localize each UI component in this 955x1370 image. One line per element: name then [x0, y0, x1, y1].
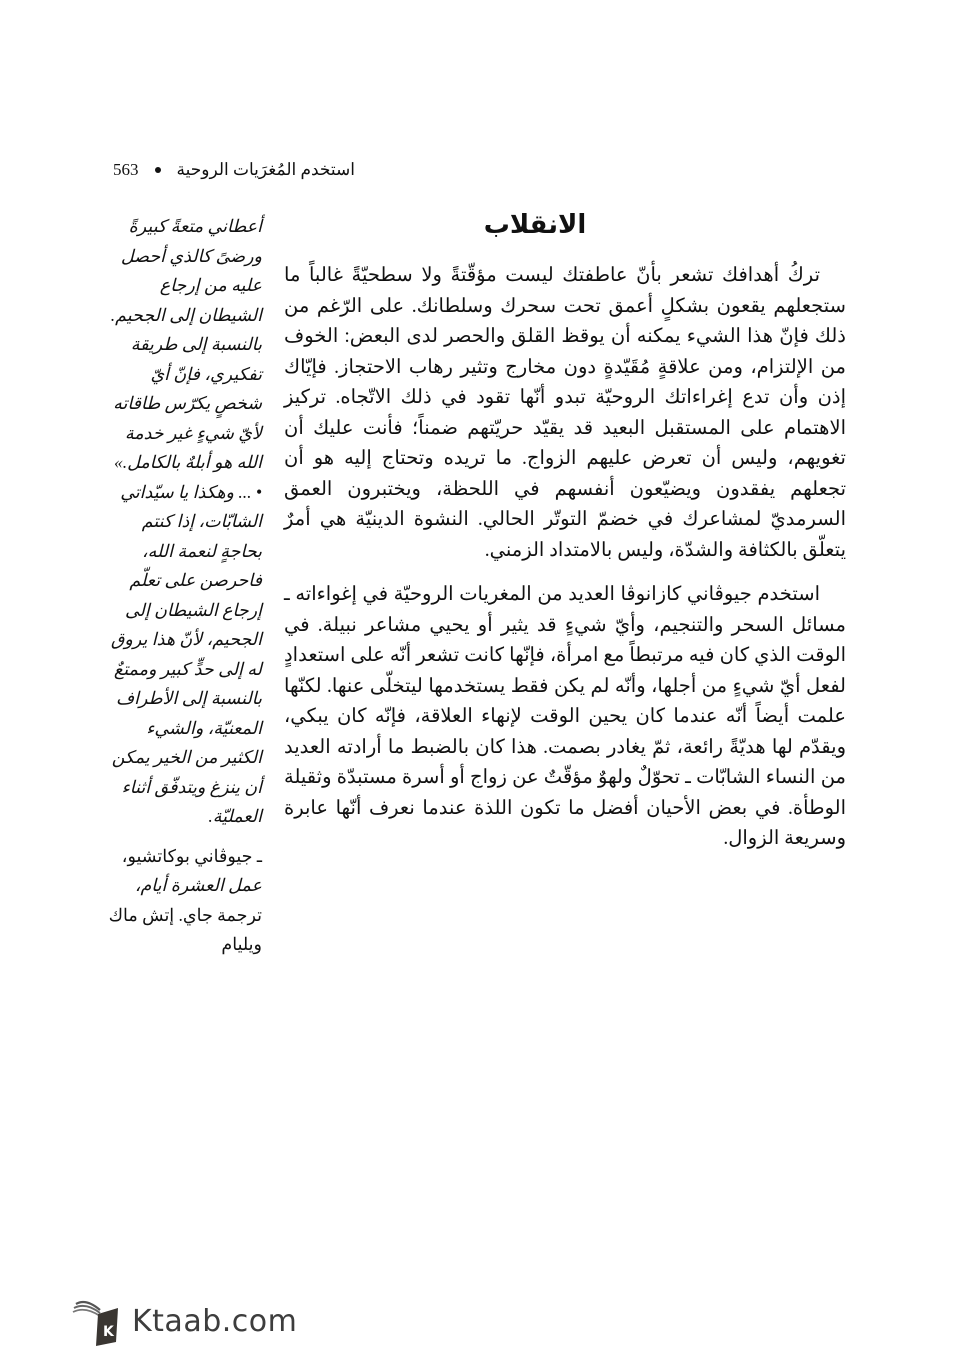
main-text-column: [284, 205, 846, 855]
running-title: استخدم المُغرَيات الروحية: [176, 160, 355, 179]
quote-attribution: [106, 842, 262, 960]
attribution-translator: ترجمة جاي. إتش ماك ويليام: [108, 904, 262, 954]
logo-text: Ktaab.com: [132, 1303, 298, 1339]
attribution-author: ـ جيوڤاني بوكاتشيو،: [121, 845, 262, 866]
attribution-work-title: عمل العشرة أيام،: [134, 875, 262, 895]
section-title: الانقلاب: [483, 210, 587, 240]
sidebar-quote-column: [106, 212, 262, 960]
sidebar-quote: أعطاني متعةً كبيرةً ورضىً كالذي أحصل عليه من إرجاع الشيطان إلى الجحيم. بالنسبة إلى طريقة تفكيري، فإنّ أيّ شخصٍ يكرّس طاقاته لأيّ شيءٍ غير خدمة الله هو أبلهٌ بالكامل.» • ... وهكذا يا سيّداتي الشابّات، إذا كنتم بحاجةٍ لنعمة الله، فاحرصن على تعلّم إرجاع الشيطان إلى الجحيم، لأنّ هذا يروق له إلى حدٍّ كبير وممتعٌ بالنسبة إلى الأطراف المعنيّة، والشيء الكثير من الخير يمكن أن ينزغ ويتدفّق أثناء العمليّة.: [110, 216, 262, 826]
page-number: 563: [113, 160, 139, 179]
body-paragraph: تركُ أهدافك تشعر بأنّ عاطفتك ليست مؤقّتةً ولا سطحيّةً غالباً ما ستجعلهم يقعون بشكلٍ أعمق تحت سحرك وسلطانك. على الرّغم من ذلك فإنّ هذا الشيء يمكنه أن يوقظ القلق والحصر لدى البعض: الخوف من الإلتزام، ومن علاقةٍ مُقَيّدةٍ دون مخارج وتثير رهاب الاحتجاز. فإيّاك إذن وأن تدع إغراءاتك الروحيّة تبدو أنّها تقود في ذلك الاتّجاه. تركيز الاهتمام على المستقبل البعيد قد يقيّد حريّتهم ضمناً؛ فأنت عليك أن تغويهم، وليس أن تعرض عليهم الزواج. ما تريده وتحتاج إليه هو أن تجعلهم يفقدون ويضيّعون أنفسهم في اللحظة، ويختبرون العمق السرمديّ لمشاعرك في خضمّ التوتّر الحالي. النشوة الدينيّة هي أمرٌ يتعلّق بالكثافة والشدّة، وليس بالامتداد الزمني.: [284, 265, 846, 561]
body-paragraph: استخدم جيوڤاني كازانوڤا العديد من المغريات الروحيّة في إغواءاته ـ مسائل السحر والتنجيم، وأيّ شيءٍ قد يثير أو يحيي مشاعر نبيلة. في الوقت الذي كان فيه مرتبطاً مع امرأة، فإنّها كانت تشعر أنّه على استعدادٍ لفعل أيّ شيءٍ من أجلها، وأنّه لم يكن فقط يستخدمها ليتخلّى عنها. لكنّها علمت أيضاً أنّه عندما كان يحين الوقت لإنهاء العلاقة، فإنّه كان يبكي، ويقدّم لها هديّةً رائعة، ثمّ يغادر بصمت. هذا كان بالضبط ما أرادته العديد من النساء الشابّات ـ تحوّلٌ ولهوٌ مؤقّتٌ عن زواج أو أسرة مستبدّة وثقيلة الوطأة. في بعض الأحيان أفضل ما تكون اللذة عندما نعرف أنّها عابرة وسريعة الزوال.: [284, 584, 846, 849]
page-header: [113, 156, 363, 184]
book-logo-icon: [70, 1296, 122, 1346]
ktaab-logo: [70, 1296, 297, 1346]
logo-letter: K: [103, 1324, 114, 1340]
bullet-separator-icon: [155, 167, 161, 173]
